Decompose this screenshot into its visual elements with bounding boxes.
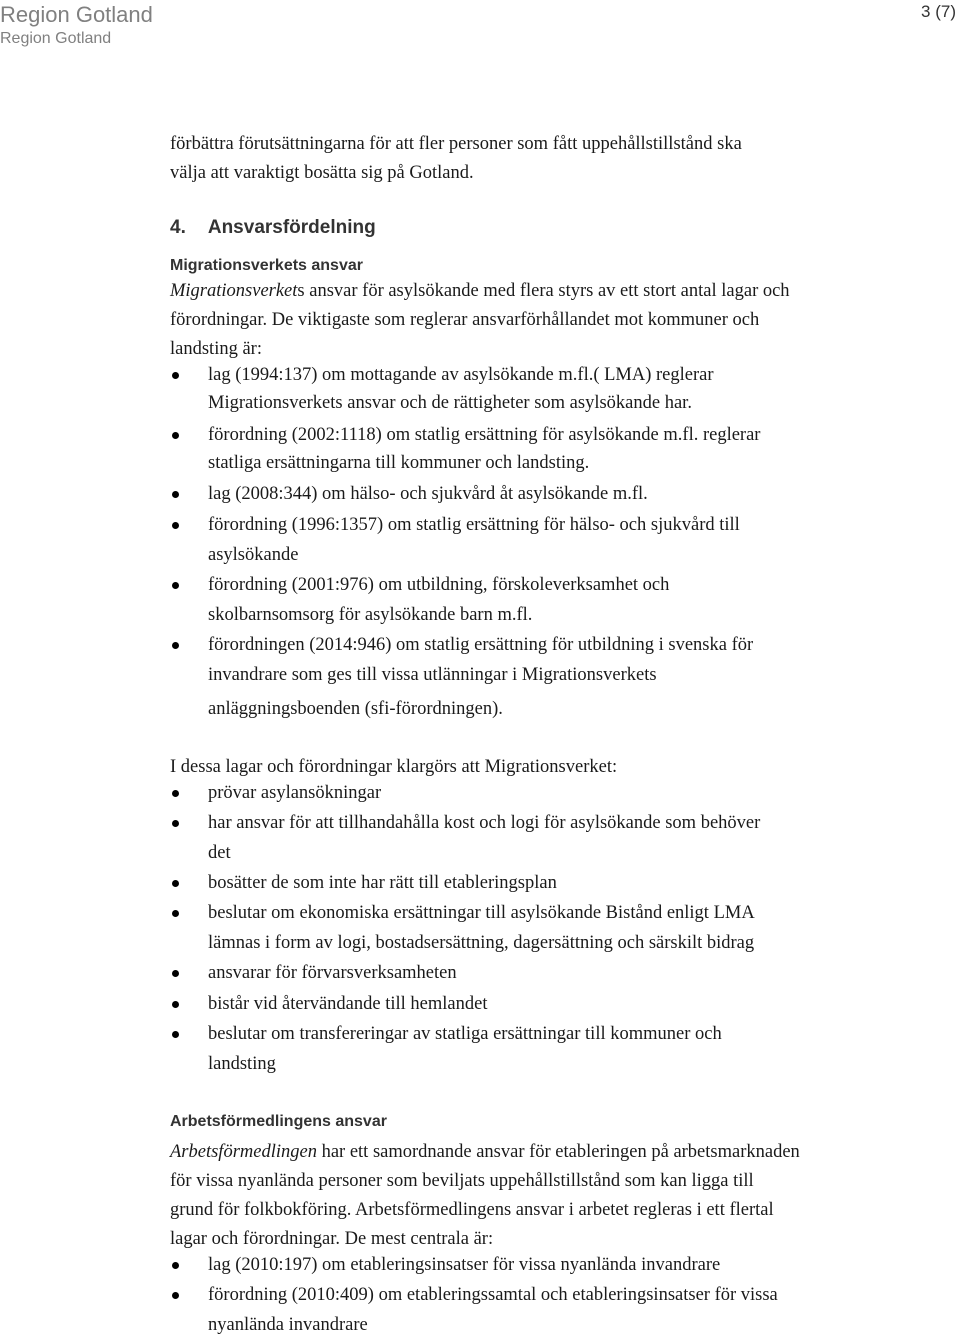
section-number: 4.: [170, 217, 186, 238]
bullet-icon: [172, 970, 179, 977]
bullet-icon: [172, 1292, 179, 1299]
bullet-icon: [172, 642, 179, 649]
employment-paragraph-line-4: lagar och förordningar. De mest centrala är:: [170, 1229, 494, 1249]
bullet-icon: [172, 1001, 179, 1008]
bullet-icon: [172, 910, 179, 917]
employment-paragraph-line-3: grund för folkbokföring. Arbetsförmedlingens ansvar i arbetet regleras i ett flertal: [170, 1200, 774, 1220]
page-number: 3 (7): [921, 2, 956, 21]
employment-paragraph-rest: har ett samordnande ansvar för etableringen på arbetsmarknaden: [316, 1142, 800, 1162]
section-title: Ansvarsfördelning: [207, 217, 376, 238]
bullet-icon: [172, 522, 179, 529]
migration-paragraph-rest: s ansvar för asylsökande med flera styrs av ett stort antal lagar och: [297, 281, 790, 301]
section-heading: [170, 217, 376, 239]
bullet-icon: [172, 372, 179, 379]
migration-paragraph-line-1: [170, 280, 790, 302]
intro-line-1: förbättra förutsättningarna för att fler personer som fått uppehållstillstånd ska: [170, 134, 742, 154]
header-organization-subtitle: Region Gotland: [0, 30, 112, 47]
bullet-icon: [172, 790, 179, 797]
employment-paragraph-line-2: för vissa nyanlända personer som beviljats uppehållstillstånd som kan ligga till: [170, 1171, 754, 1191]
employment-paragraph-italic: Arbetsförmedlingen: [170, 1142, 317, 1162]
subheading-arbetsformedlingen: Arbetsförmedlingens ansvar: [170, 1113, 387, 1130]
bullet-icon: [172, 1262, 179, 1269]
bullet-icon: [172, 880, 179, 887]
bullet-icon: [172, 820, 179, 827]
bullet-icon: [172, 491, 179, 498]
bullet-icon: [172, 582, 179, 589]
migration-paragraph-line-3: landsting är:: [170, 339, 262, 359]
intro-line-2: välja att varaktigt bosätta sig på Gotland.: [170, 163, 474, 183]
header-organization: Region Gotland: [0, 2, 153, 27]
bullet-icon: [172, 1031, 179, 1038]
subheading-migrationsverket: Migrationsverkets ansvar: [170, 257, 363, 274]
migration-paragraph-italic: Migrationsverket: [170, 281, 298, 301]
migration-paragraph-line-2: förordningar. De viktigaste som reglerar ansvarförhållandet mot kommuner och: [170, 310, 760, 330]
duties-intro: I dessa lagar och förordningar klargörs att Migrationsverket:: [170, 757, 618, 777]
bullet-icon: [172, 432, 179, 439]
employment-paragraph-line-1: [170, 1141, 800, 1163]
